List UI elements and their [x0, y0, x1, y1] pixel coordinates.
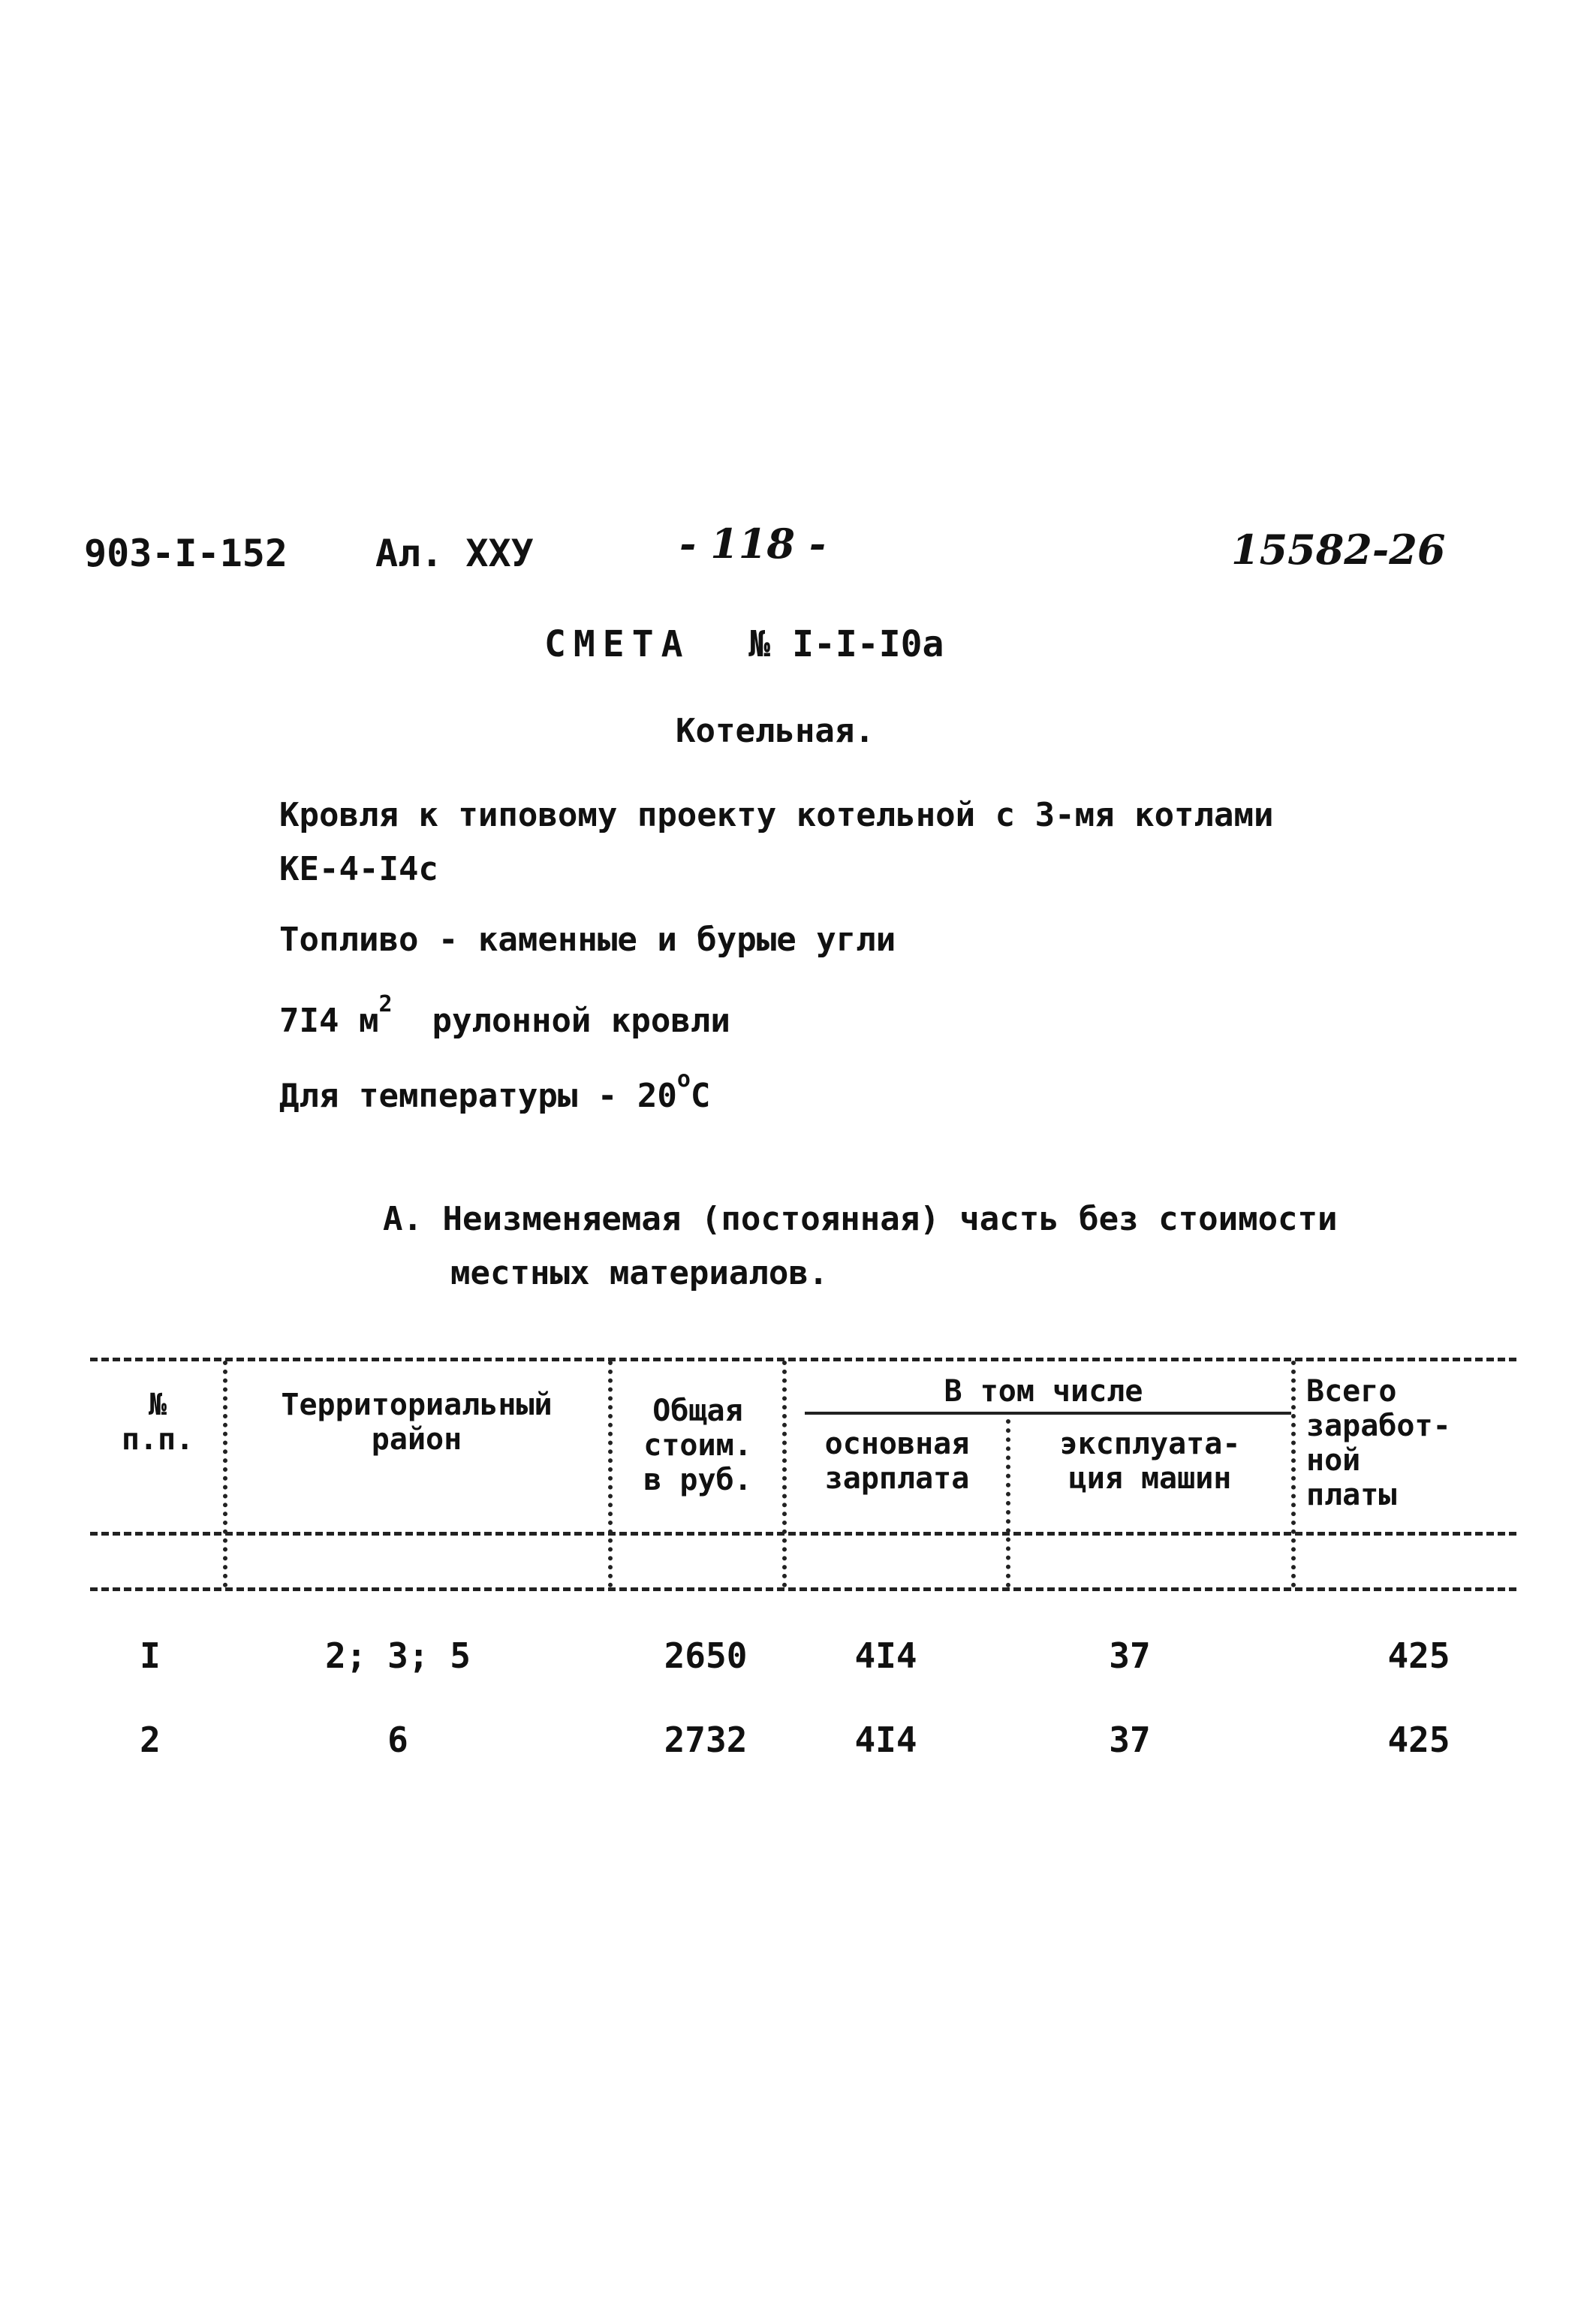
col-divider-4 [1006, 1419, 1010, 1587]
section-line-2: местных материалов. [450, 1254, 829, 1292]
row-machines: 37 [1109, 1720, 1151, 1760]
estimate-word: СМЕТА [544, 623, 691, 665]
subtitle: Котельная. [676, 712, 875, 750]
header-allpay [1306, 1374, 1509, 1512]
header-total [617, 1394, 778, 1497]
header-machines-l2: ция машин [1068, 1461, 1232, 1496]
row-wage: 4I4 [854, 1635, 917, 1676]
header-total-l3: в руб. [643, 1463, 752, 1497]
header-wage-l1: основная [824, 1427, 970, 1461]
row-allpay: 425 [1387, 1635, 1450, 1676]
header-machines [1015, 1427, 1285, 1496]
col-divider-2 [608, 1361, 613, 1587]
row-region: 6 [387, 1720, 408, 1760]
area-value: 7I4 м [279, 1002, 379, 1040]
header-region [233, 1388, 601, 1457]
header-region-l2: район [371, 1422, 462, 1457]
degree-sign: о [676, 1066, 691, 1093]
numbering-bottom-rule [90, 1587, 1516, 1591]
area-superscript: 2 [378, 991, 393, 1017]
album-label: Ал. XXУ [375, 532, 534, 575]
row-num: 2 [140, 1720, 161, 1760]
group-rule [805, 1412, 1291, 1415]
header-allpay-l1: Всего [1306, 1374, 1397, 1409]
col-divider-3 [782, 1361, 787, 1587]
row-allpay: 425 [1387, 1720, 1450, 1760]
fuel-line: Топливо - каменные и бурые угли [279, 921, 896, 959]
row-total: 2650 [664, 1635, 748, 1676]
row-machines: 37 [1109, 1635, 1151, 1676]
temperature-unit: С [690, 1077, 711, 1115]
header-total-l2: стоим. [643, 1428, 752, 1463]
header-wage-l2: зарплата [824, 1461, 970, 1496]
header-num-l2: п.п. [121, 1422, 194, 1457]
row-region: 2; 3; 5 [325, 1635, 471, 1676]
area-rest: рулонной кровли [432, 1002, 730, 1040]
desc-line-1: Кровля к типовому проекту котельной с 3-мя котлами [279, 796, 1274, 834]
estimate-title [544, 623, 944, 665]
doc-code: 903-I-152 [84, 532, 288, 575]
header-total-l1: Общая [652, 1394, 743, 1428]
header-group: В том числе [944, 1374, 1143, 1409]
row-total: 2732 [664, 1720, 748, 1760]
area-line [279, 991, 730, 1040]
estimate-number: № I-I-I0а [748, 623, 944, 665]
header-machines-l1: эксплуата- [1059, 1427, 1241, 1461]
row-num: I [140, 1635, 161, 1676]
desc-line-2: КЕ-4-I4с [279, 850, 438, 888]
header-wage [792, 1427, 1002, 1496]
page-number: - 118 - [679, 520, 827, 568]
header-allpay-l4: платы [1306, 1478, 1397, 1512]
header-allpay-l3: ной [1306, 1443, 1361, 1478]
col-divider-5 [1291, 1361, 1296, 1587]
doc-number: 15582-26 [1231, 526, 1446, 574]
header-region-l1: Территориальный [281, 1388, 553, 1422]
header-allpay-l2: заработ- [1306, 1409, 1451, 1443]
col-divider-1 [223, 1361, 227, 1587]
header-num-l1: № [148, 1388, 167, 1422]
row-wage: 4I4 [854, 1720, 917, 1760]
header-num [98, 1388, 218, 1457]
section-line-1: А. Неизменяемая (постоянная) часть без стоимости [383, 1200, 1338, 1238]
header-bottom-rule [90, 1532, 1516, 1536]
table-top-rule [90, 1358, 1516, 1361]
temperature-text: Для температуры - 20 [279, 1077, 677, 1115]
temperature-line [279, 1066, 711, 1115]
